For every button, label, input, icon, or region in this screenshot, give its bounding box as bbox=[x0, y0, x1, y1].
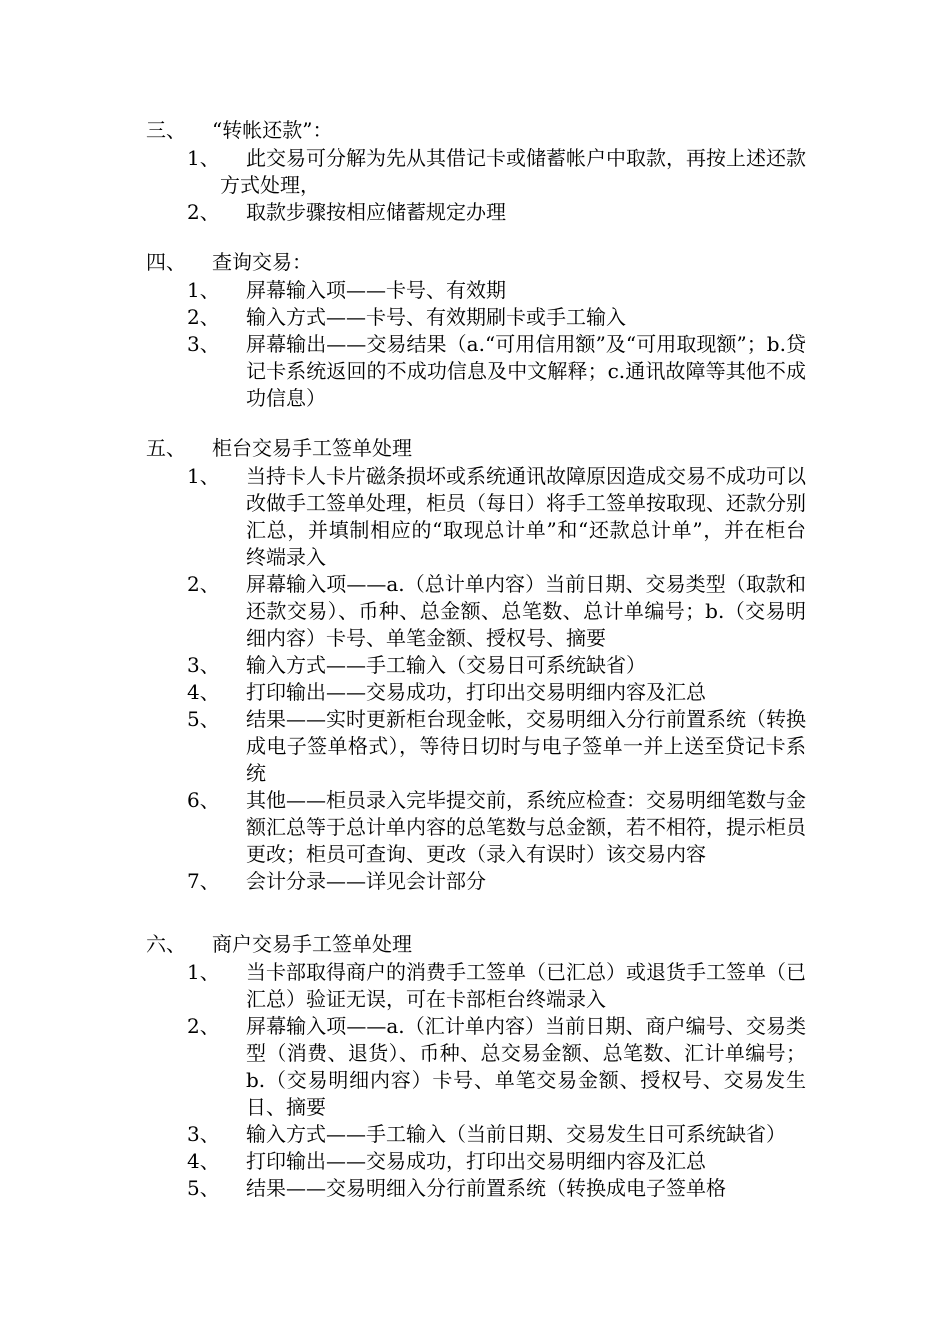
item-number: 4、 bbox=[187, 680, 220, 704]
section-five bbox=[0, 434, 950, 895]
item-text: 打印输出——交易成功，打印出交易明细内容及汇总 bbox=[246, 1149, 706, 1173]
item-number: 2、 bbox=[187, 305, 220, 329]
item-text: 当卡部取得商户的消费手工签单（已汇总）或退货手工签单（已汇总）验证无误，可在卡部柜台终端录入 bbox=[246, 960, 806, 1011]
item-number: 1、 bbox=[187, 146, 220, 170]
list-item bbox=[0, 145, 950, 199]
item-text: 当持卡人卡片磁条损坏或系统通讯故障原因造成交易不成功可以改做手工签单处理，柜员（每日）将手工签单按取现、还款分别汇总，并填制相应的“取现总计单”和“还款总计单”，并在柜台终端录入 bbox=[246, 464, 806, 569]
item-number: 3、 bbox=[187, 332, 220, 356]
section-title: “转帐还款”： bbox=[212, 118, 333, 142]
item-text: 输入方式——手工输入（交易日可系统缺省） bbox=[246, 653, 646, 677]
item-number: 1、 bbox=[187, 960, 220, 984]
section-three bbox=[0, 116, 950, 226]
section-title: 柜台交易手工签单处理 bbox=[212, 436, 412, 460]
item-text: 输入方式——卡号、有效期刷卡或手工输入 bbox=[246, 305, 626, 329]
section-title: 查询交易： bbox=[212, 250, 312, 274]
item-number: 2、 bbox=[187, 200, 220, 224]
item-text: 其他——柜员录入完毕提交前，系统应检查：交易明细笔数与金额汇总等于总计单内容的总笔数与总金额，若不相符，提示柜员更改；柜员可查询、更改（录入有误时）该交易内容 bbox=[246, 788, 806, 866]
item-number: 1、 bbox=[187, 464, 220, 488]
item-text: 取款步骤按相应储蓄规定办理 bbox=[246, 200, 506, 224]
item-number: 3、 bbox=[187, 653, 220, 677]
item-text: 屏幕输入项——a.（汇计单内容）当前日期、商户编号、交易类型（消费、退货）、币种、总交易金额、总笔数、汇计单编号；b.（交易明细内容）卡号、单笔交易金额、授权号、交易发生日、摘要 bbox=[246, 1014, 806, 1119]
section-six bbox=[0, 930, 950, 1202]
section-heading bbox=[0, 930, 950, 959]
list-item bbox=[0, 571, 950, 652]
item-number: 5、 bbox=[187, 707, 220, 731]
item-number: 5、 bbox=[187, 1176, 220, 1200]
list-item bbox=[0, 1148, 950, 1175]
list-item bbox=[0, 959, 950, 1013]
list-item bbox=[0, 868, 950, 895]
section-title: 商户交易手工签单处理 bbox=[212, 932, 412, 956]
item-number: 7、 bbox=[187, 869, 220, 893]
item-text: 屏幕输入项——a.（总计单内容）当前日期、交易类型（取款和还款交易）、币种、总金额、总笔数、总计单编号；b.（交易明细内容）卡号、单笔金额、授权号、摘要 bbox=[246, 572, 806, 650]
item-text: 此交易可分解为先从其借记卡或储蓄帐户中取款，再按上述还款方式处理， bbox=[220, 146, 806, 197]
list-item bbox=[0, 1175, 950, 1202]
section-number: 四、 bbox=[146, 250, 186, 274]
section-heading bbox=[0, 434, 950, 463]
list-item bbox=[0, 1121, 950, 1148]
section-number: 五、 bbox=[146, 436, 186, 460]
item-text: 会计分录——详见会计部分 bbox=[246, 869, 486, 893]
list-item bbox=[0, 331, 950, 412]
item-number: 3、 bbox=[187, 1122, 220, 1146]
item-text: 屏幕输入项——卡号、有效期 bbox=[246, 278, 506, 302]
list-item bbox=[0, 706, 950, 787]
item-text: 结果——实时更新柜台现金帐，交易明细入分行前置系统（转换成电子签单格式），等待日切时与电子签单一并上送至贷记卡系统 bbox=[246, 707, 806, 785]
item-text: 屏幕输出——交易结果（a.“可用信用额”及“可用取现额”；b.贷记卡系统返回的不成功信息及中文解释；c.通讯故障等其他不成功信息） bbox=[246, 332, 806, 410]
section-four bbox=[0, 248, 950, 412]
section-number: 三、 bbox=[146, 118, 186, 142]
item-text: 打印输出——交易成功，打印出交易明细内容及汇总 bbox=[246, 680, 706, 704]
item-number: 6、 bbox=[187, 788, 220, 812]
list-item bbox=[0, 787, 950, 868]
list-item bbox=[0, 277, 950, 304]
list-item bbox=[0, 1013, 950, 1121]
item-number: 2、 bbox=[187, 1014, 220, 1038]
item-text: 输入方式——手工输入（当前日期、交易发生日可系统缺省） bbox=[246, 1122, 786, 1146]
item-number: 2、 bbox=[187, 572, 220, 596]
item-number: 4、 bbox=[187, 1149, 220, 1173]
item-number: 1、 bbox=[187, 278, 220, 302]
list-item bbox=[0, 304, 950, 331]
list-item bbox=[0, 463, 950, 571]
section-heading bbox=[0, 116, 950, 145]
section-heading bbox=[0, 248, 950, 277]
section-number: 六、 bbox=[146, 932, 186, 956]
item-text: 结果——交易明细入分行前置系统（转换成电子签单格 bbox=[246, 1176, 726, 1200]
list-item bbox=[0, 679, 950, 706]
list-item bbox=[0, 199, 950, 226]
list-item bbox=[0, 652, 950, 679]
